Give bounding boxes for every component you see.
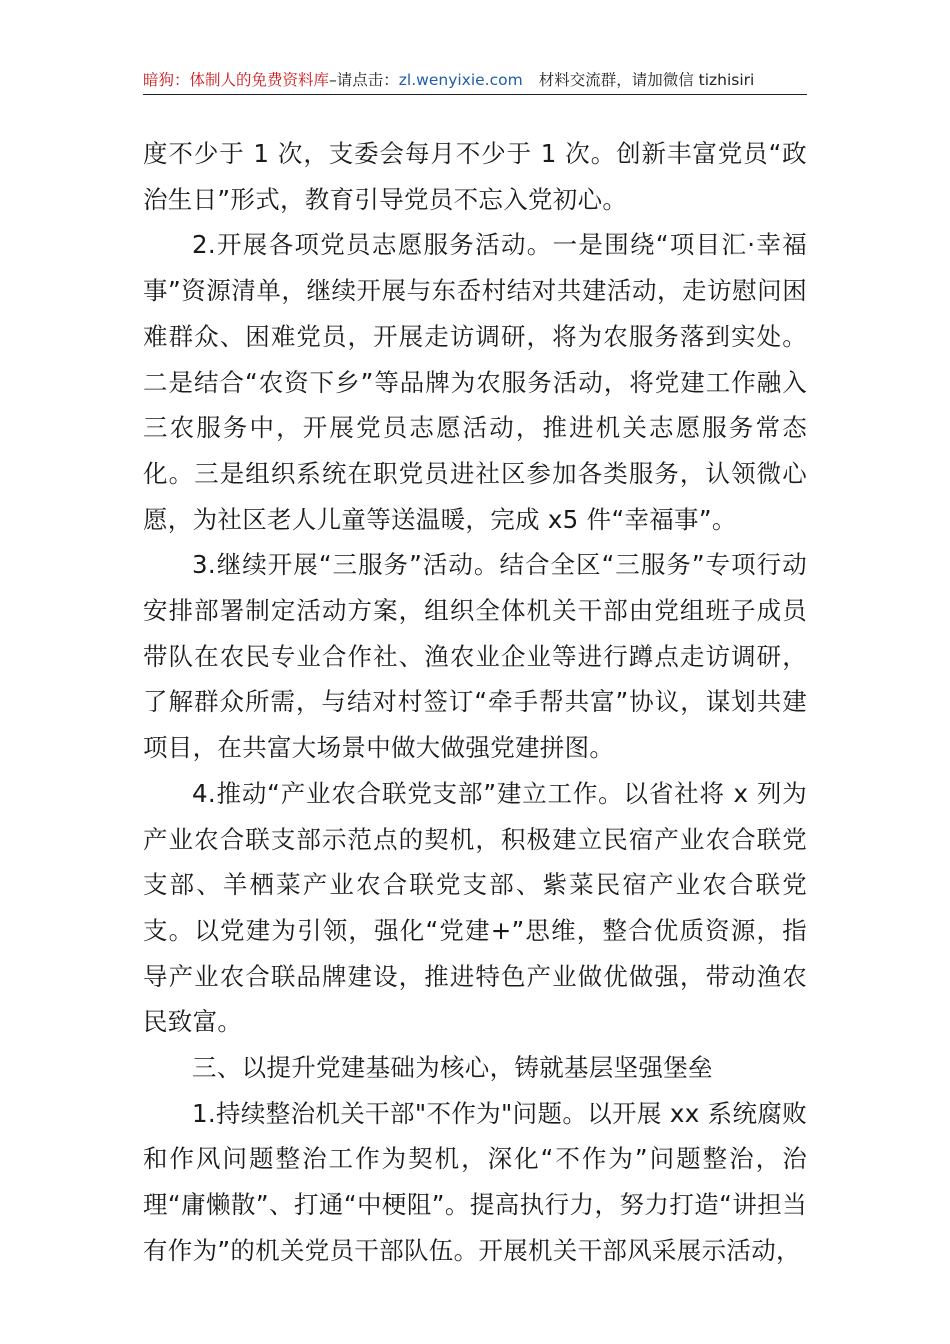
paragraph: 度不少于 1 次，支委会每月不少于 1 次。创新丰富党员“政治生日”形式，教育引导党员不忘入党初心。 — [143, 139, 807, 214]
paragraph: 1.持续整治机关干部"不作为"问题。以开展 xx 系统腐败和作风问题整治工作为契机，深化“不作为”问题整治，治理“庸懒散”、打通“中梗阻”。提高执行力，努力打造“讲担当有作为”的机关党员干部队伍。开展机关干部风采展示活动， — [143, 1098, 807, 1265]
paragraph: 3.继续开展“三服务”活动。结合全区“三服务”专项行动安排部署制定活动方案，组织全体机关干部由党组班子成员带队在农民专业合作社、渔农业企业等进行蹲点走访调研，了解群众所需，与结对村签订“牵手帮共富”协议，谋划共建项目，在共富大场景中做大做强党建拼图。 — [143, 550, 807, 763]
header-url-link[interactable]: zl.wenyixie.com — [398, 71, 523, 89]
header-brand: 暗狗：体制人的免费资料库 — [143, 71, 330, 89]
document-body — [143, 131, 807, 1274]
header-group-note: 材料交流群，请加微信 tizhisiri — [538, 71, 755, 89]
header-prompt: –请点击： — [329, 71, 399, 89]
paragraph: 2.开展各项党员志愿服务活动。一是围绕“项目汇·幸福事”资源清单，继续开展与东岙村结对共建活动，走访慰问困难群众、困难党员，开展走访调研，将为农服务落到实处。二是结合“农资下乡”等品牌为农服务活动，将党建工作融入三农服务中，开展党员志愿活动，推进机关志愿服务常态化。三是组织系统在职党员进社区参加各类服务，认领微心愿，为社区老人儿童等送温暖，完成 x5 件“幸福事”。 — [143, 230, 807, 534]
paragraph: 4.推动“产业农合联党支部”建立工作。以省社将 x 列为产业农合联支部示范点的契机，积极建立民宿产业农合联党支部、羊栖菜产业农合联党支部、紫菜民宿产业农合联党支。以党建为引领，强化“党建+”思维，整合优质资源，指导产业农合联品牌建设，推进特色产业做优做强，带动渔农民致富。 — [143, 778, 807, 1037]
page-header — [143, 66, 807, 95]
section-heading: 三、以提升党建基础为核心，铸就基层坚强堡垒 — [192, 1053, 713, 1083]
